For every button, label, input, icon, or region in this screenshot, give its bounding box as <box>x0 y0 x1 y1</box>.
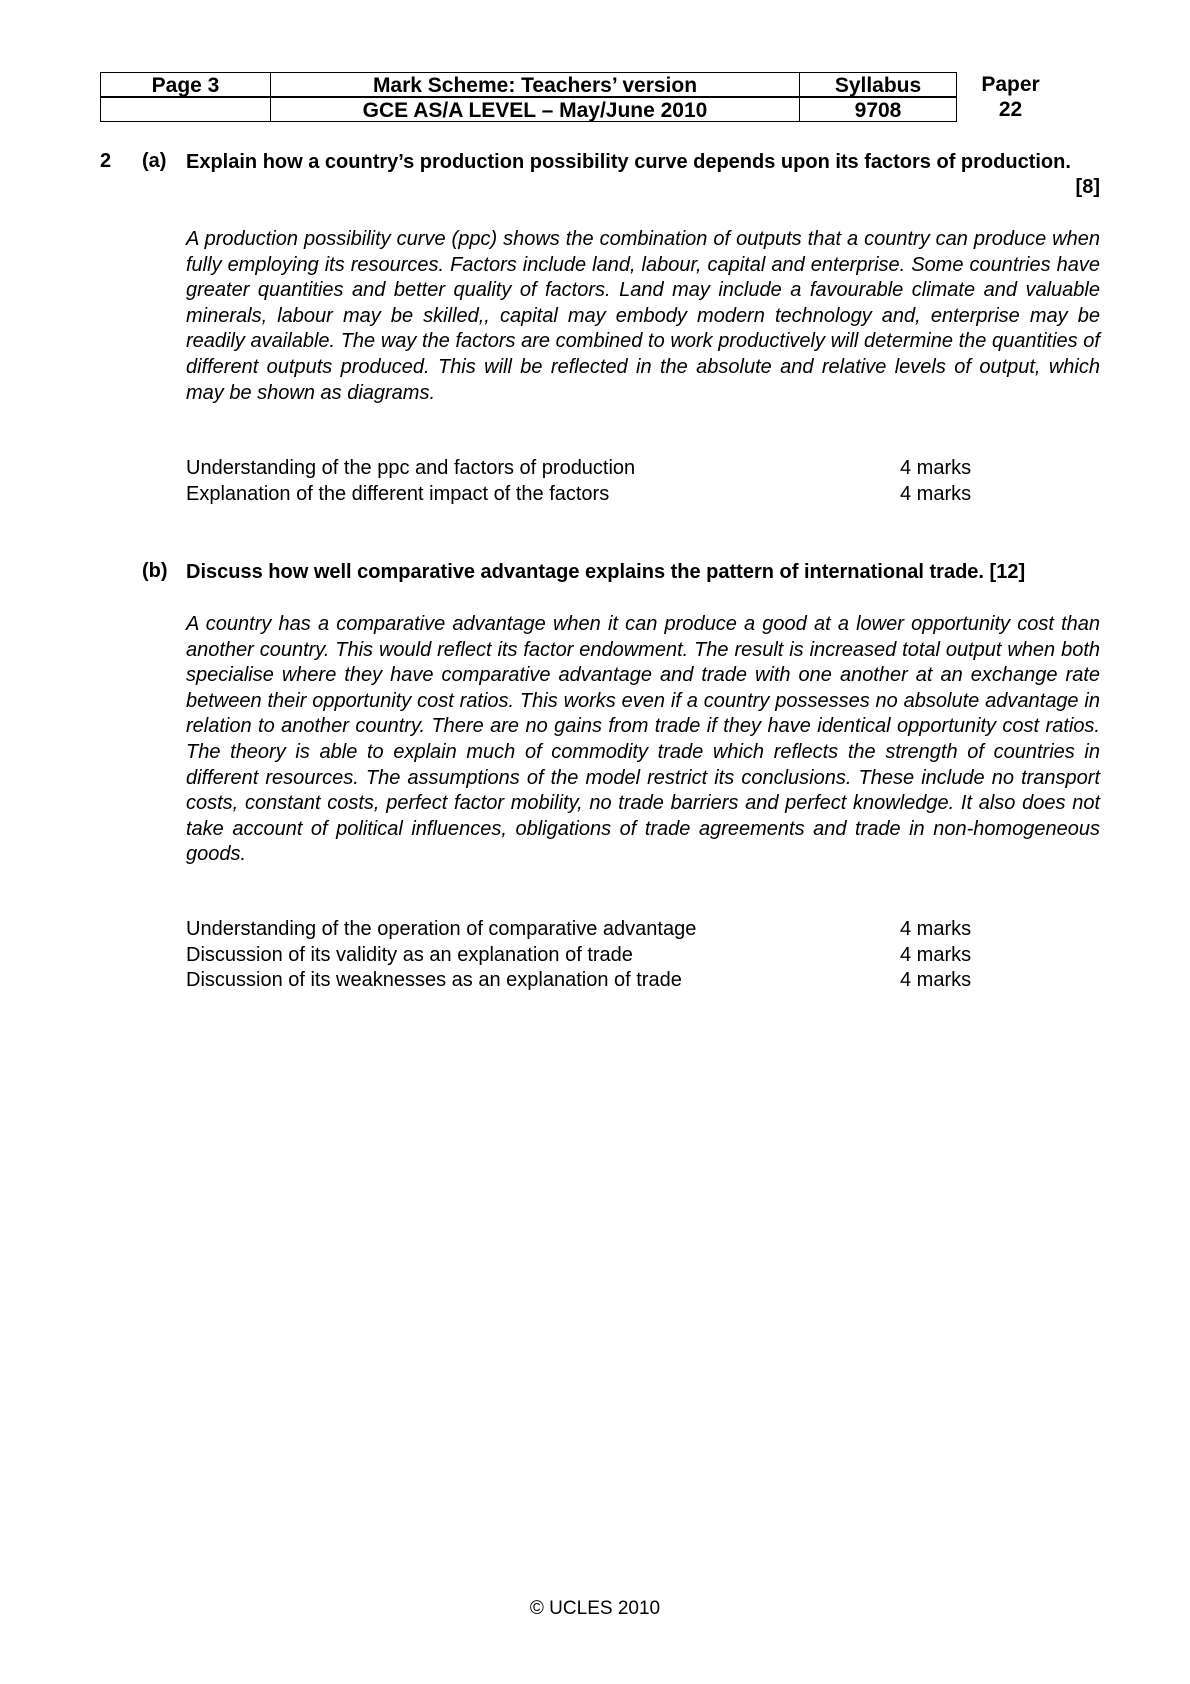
scheme-marks: 4 marks <box>900 482 972 505</box>
part-b-prompt: Discuss how well comparative advantage explains the pattern of international trade. [12] <box>186 561 1026 583</box>
scheme-criterion: Explanation of the different impact of the factors <box>186 482 610 505</box>
scheme-marks: 4 marks <box>900 943 972 966</box>
part-a-answer: A production possibility curve (ppc) shows the combination of outputs that a country can produce when fully employing its resources. Factors include land, labour, capital and enterprise. Some countries have greater quantities and better quality of factors. Land may include a favourable climate and valuable minerals, labour may be skilled,, capital may embody modern technology and, enterprise may be readily available. The way the factors are combined to work productively will determine the quantities of different outputs produced. This will be reflected in the absolute and relative levels of output, which may be shown as diagrams. <box>186 228 1100 404</box>
part-a-marks: [8] <box>1075 176 1100 198</box>
scheme-criterion: Understanding of the operation of comparative advantage <box>186 918 697 940</box>
header-paper-number: 22 <box>998 98 1023 121</box>
footer-copyright: © UCLES 2010 <box>529 1598 661 1619</box>
scheme-marks: 4 marks <box>900 918 972 940</box>
scheme-marks: 4 marks <box>900 969 972 992</box>
question-number: 2 <box>100 150 112 172</box>
header-syllabus-label: Syllabus <box>799 72 957 97</box>
header-empty-cell <box>100 97 271 122</box>
part-a-label: (a) <box>142 150 167 172</box>
part-b-label: (b) <box>142 560 168 582</box>
header-exam: GCE AS/A LEVEL – May/June 2010 <box>270 97 800 122</box>
part-b-answer: A country has a comparative advantage when it can produce a good at a lower opportunity cost than another country. This would reflect its factor endowment. The result is increased total output when both specialise where they have comparative advantage and trade with one another at an exchange rate between their opportunity cost ratios. This works even if a country possesses no absolute advantage in relation to another country. There are no gains from trade if they have identical opportunity cost ratios. The theory is able to explain much of commodity trade which reflects the strength of countries in different resources. The assumptions of the model restrict its conclusions. These include no transport costs, constant costs, perfect factor mobility, no trade barriers and perfect knowledge. It also does not take account of political influences, obligations of trade agreements and trade in non-homogeneous goods. <box>186 613 1100 866</box>
header-table <box>100 72 1064 124</box>
header-page: Page 3 <box>100 72 271 97</box>
header-paper-label: Paper <box>981 73 1040 96</box>
scheme-criterion: Understanding of the ppc and factors of production <box>186 457 636 479</box>
scheme-marks: 4 marks <box>900 457 972 479</box>
part-a-prompt: Explain how a country’s production possibility curve depends upon its factors of production. <box>186 151 1071 173</box>
scheme-criterion: Discussion of its weaknesses as an explanation of trade <box>186 969 682 992</box>
header-syllabus-code: 9708 <box>799 97 957 122</box>
header-title: Mark Scheme: Teachers’ version <box>270 72 800 97</box>
scheme-criterion: Discussion of its validity as an explanation of trade <box>186 943 633 966</box>
